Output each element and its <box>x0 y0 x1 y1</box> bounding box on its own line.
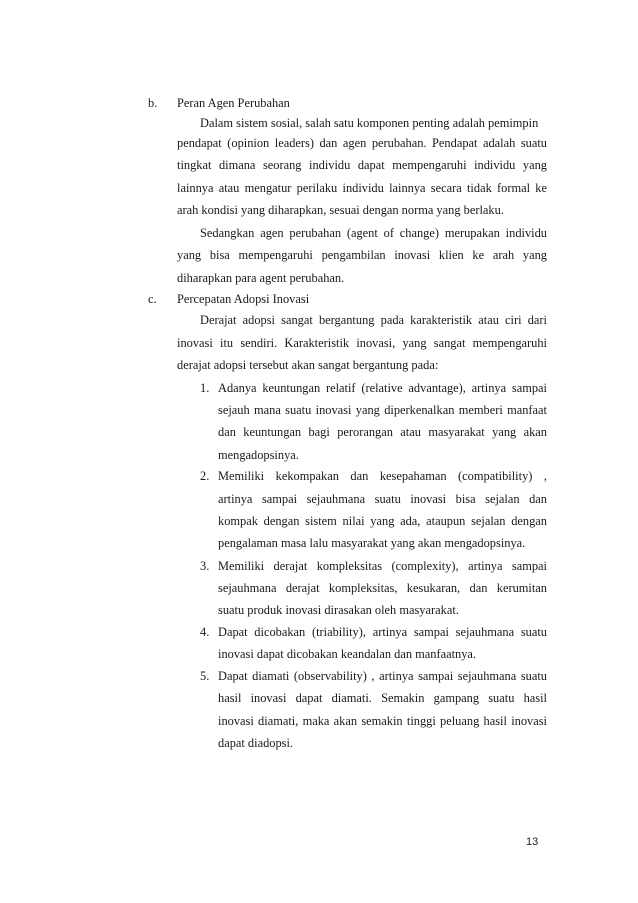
list-number: 1. <box>200 381 210 395</box>
paragraph-line: Derajat adopsi sangat bergantung pada karakteristik atau ciri dari <box>200 313 547 327</box>
list-item-line: dan keuntungan bagi perorangan atau masyarakat yang akan <box>218 425 547 439</box>
list-item-line: Dapat diamati (observability) , artinya sampai sejauhmana suatu <box>218 669 547 683</box>
list-item-line: dapat diadopsi. <box>218 736 294 750</box>
list-number: 2. <box>200 469 210 483</box>
list-item-line: sejauhmana derajat kompleksitas, kesukaran, dan kerumitan <box>218 581 547 595</box>
list-item-line: inovasi dapat dicobakan keandalan dan manfaatnya. <box>218 647 477 661</box>
list-item-line: sejauh mana suatu inovasi yang diperkenalkan memberi manfaat <box>218 403 547 417</box>
paragraph-line: Dalam sistem sosial, salah satu komponen penting adalah pemimpin <box>200 116 539 130</box>
list-item-line: Memiliki derajat kompleksitas (complexity), artinya sampai <box>218 559 547 573</box>
list-item-line: Adanya keuntungan relatif (relative advantage), artinya sampai <box>218 381 547 395</box>
page-number: 13 <box>526 836 539 848</box>
list-item-line: Dapat dicobakan (triability), artinya sampai sejauhmana suatu <box>218 625 547 639</box>
paragraph-line: yang bisa mempengaruhi pengambilan inovasi klien ke arah yang <box>177 248 547 262</box>
list-item-line: pengalaman masa lalu masyarakat yang akan mengadopsinya. <box>218 536 526 550</box>
paragraph-line: derajat adopsi tersebut akan sangat bergantung pada: <box>177 358 439 372</box>
section-b-heading: Peran Agen Perubahan <box>177 96 290 110</box>
list-item-line: Memiliki kekompakan dan kesepahaman (compatibility) , <box>218 469 547 483</box>
paragraph-line: inovasi itu sendiri. Karakteristik inovasi, yang sangat mempengaruhi <box>177 336 547 350</box>
list-item-line: kompak dengan sistem nilai yang ada, ataupun sejalan dengan <box>218 514 547 528</box>
list-item-line: artinya sampai sejauhmana suatu inovasi bisa sejalan dan <box>218 492 547 506</box>
list-number: 3. <box>200 559 210 573</box>
list-item-line: hasil inovasi dapat diamati. Semakin gampang suatu hasil <box>218 691 547 705</box>
list-number: 5. <box>200 669 210 683</box>
section-c-marker: c. <box>148 292 157 306</box>
paragraph-line: pendapat (opinion leaders) dan agen perubahan. Pendapat adalah suatu <box>177 136 547 150</box>
paragraph-line: tingkat dimana seorang individu dapat mempengaruhi individu yang <box>177 158 547 172</box>
paragraph-line: arah kondisi yang diharapkan, sesuai dengan norma yang berlaku. <box>177 203 504 217</box>
paragraph-line: Sedangkan agen perubahan (agent of change) merupakan individu <box>200 226 547 240</box>
list-number: 4. <box>200 625 210 639</box>
section-c-heading: Percepatan Adopsi Inovasi <box>177 292 310 306</box>
list-item-line: inovasi diamati, maka akan semakin tinggi peluang hasil inovasi <box>218 714 547 728</box>
list-item-line: mengadopsinya. <box>218 448 299 462</box>
paragraph-line: lainnya atau mengatur perilaku individu lainnya secara tidak formal ke <box>177 181 547 195</box>
paragraph-line: diharapkan para agent perubahan. <box>177 271 345 285</box>
list-item-line: suatu produk inovasi dirasakan oleh masyarakat. <box>218 603 459 617</box>
section-b-marker: b. <box>148 96 158 110</box>
